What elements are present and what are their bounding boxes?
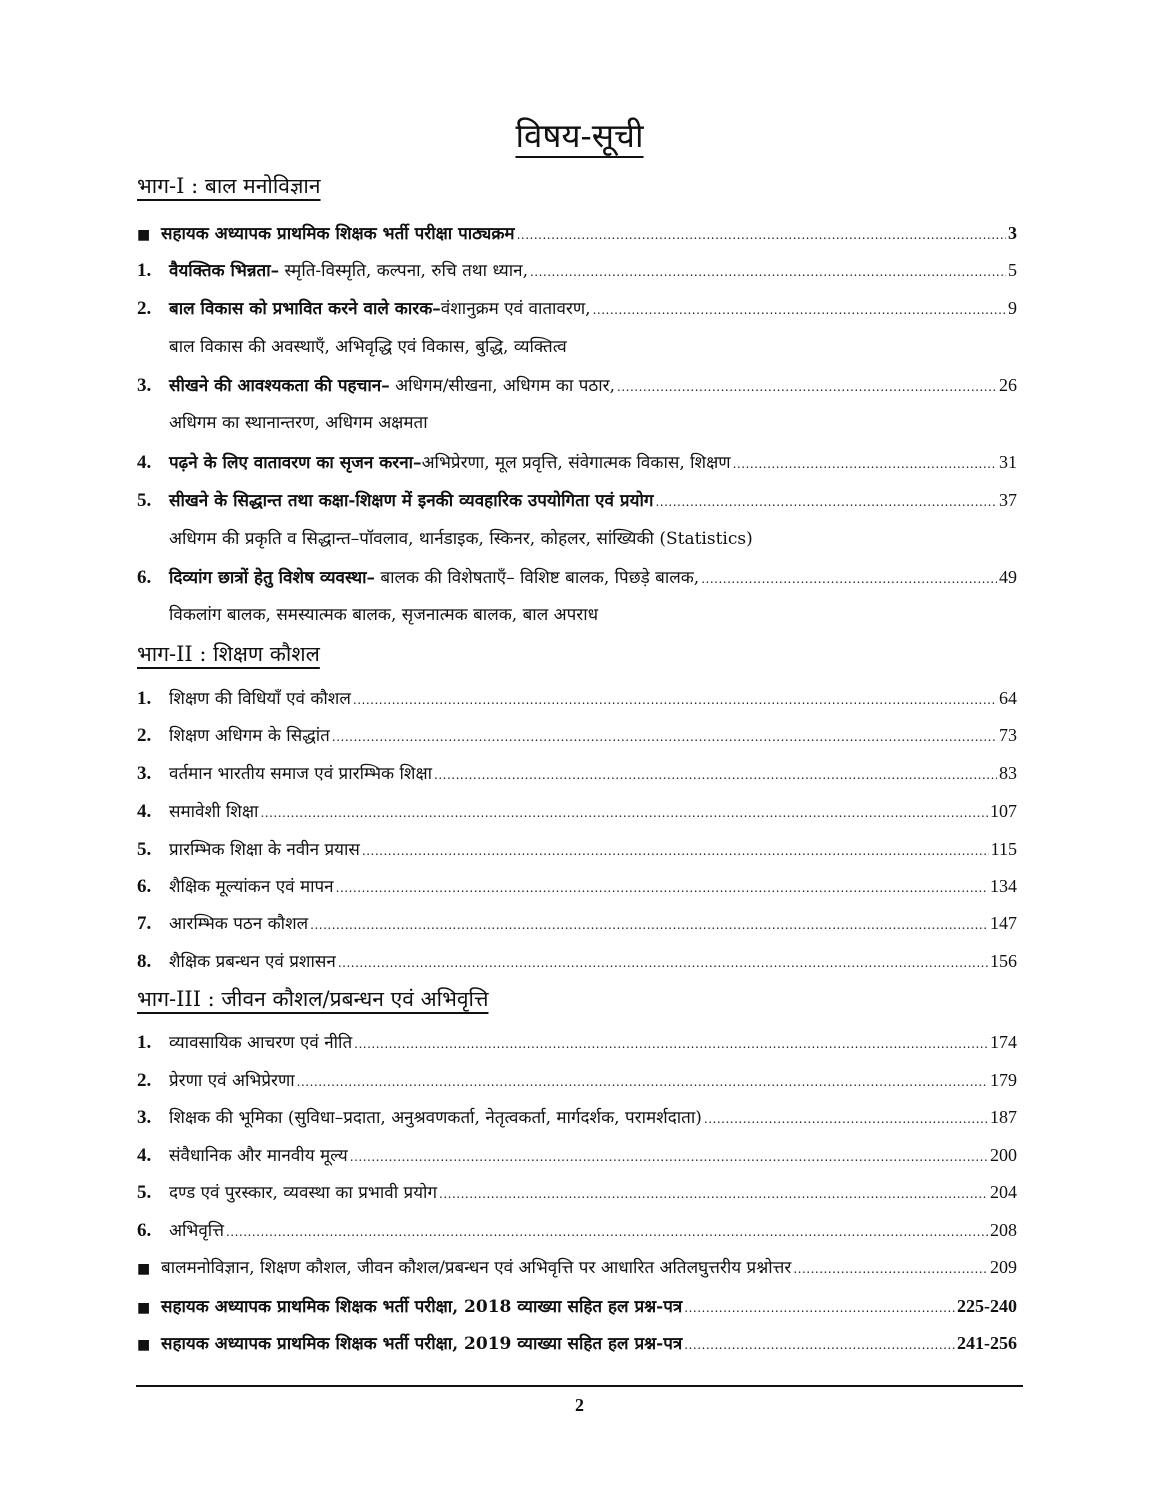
toc-entry-heading: सीखने की आवश्यकता की पहचान– — [169, 376, 390, 396]
toc-entry[interactable] — [137, 1102, 1017, 1132]
toc-entry-text — [169, 371, 615, 401]
toc-entry-number: 5. — [137, 839, 152, 860]
toc-entry-number: 6. — [137, 567, 152, 588]
toc-entry-text: बालमनोविज्ञान, शिक्षण कौशल, जीवन कौशल/प्रबन्धन एवं अभिवृत्ति पर आधारित अतिलघुत्तरीय प्रश्नोत्तर — [161, 1258, 792, 1278]
toc-entry-number: 5. — [137, 1182, 152, 1203]
toc-page-number: 115 — [990, 839, 1017, 859]
toc-entry[interactable] — [137, 1215, 1017, 1245]
leader-dots — [793, 1254, 988, 1284]
part-1-heading: भाग-I : बाल मनोविज्ञान — [137, 174, 321, 198]
toc-page-number: 134 — [990, 876, 1017, 896]
toc-entry-text: प्रारम्भिक शिक्षा के नवीन प्रयास — [169, 840, 360, 860]
leader-dots — [260, 798, 988, 828]
leader-dots — [297, 1067, 988, 1097]
leader-dots — [226, 1217, 988, 1247]
toc-page-number: 49 — [999, 567, 1017, 587]
toc-entry-number: 5. — [137, 490, 152, 511]
toc-entry-text: सहायक अध्यापक प्राथमिक शिक्षक भर्ती परीक्षा पाठ्यक्रम — [161, 224, 515, 244]
leader-dots — [354, 1029, 988, 1059]
toc-page-number: 187 — [990, 1107, 1017, 1127]
toc-entry-text: अभिवृत्ति — [169, 1221, 224, 1241]
toc-entry-heading: वैयक्तिक भिन्नता– — [169, 261, 280, 281]
page-title: विषय-सूची — [515, 116, 644, 155]
toc-entry[interactable] — [137, 946, 1017, 976]
toc-entry-number: 4. — [137, 452, 152, 473]
leader-dots — [530, 257, 1006, 287]
toc-entry-text: शैक्षिक मूल्यांकन एवं मापन — [169, 877, 334, 897]
toc-entry-text: प्रेरणा एवं अभिप्रेरणा — [169, 1071, 295, 1091]
toc-page-number: 37 — [999, 490, 1017, 510]
toc-entry-number: 2. — [137, 1070, 152, 1091]
leader-dots — [517, 220, 1006, 250]
leader-dots — [704, 1104, 988, 1134]
bullet-icon: ■ — [137, 227, 151, 243]
toc-page-number: 147 — [990, 913, 1017, 933]
leader-dots — [434, 760, 997, 790]
toc-page-number: 200 — [990, 1145, 1017, 1165]
toc-entry-number: 4. — [137, 1145, 152, 1166]
leader-dots — [332, 722, 997, 752]
toc-page-number: 204 — [990, 1182, 1017, 1202]
toc-entry-text: शैक्षिक प्रबन्धन एवं प्रशासन — [169, 952, 336, 972]
toc-entry[interactable] — [137, 683, 1017, 713]
toc-entry-text: आरम्भिक पठन कौशल — [169, 914, 309, 934]
toc-entry-number: 6. — [137, 876, 152, 897]
toc-entry-heading: सीखने के सिद्धान्त तथा कक्षा-शिक्षण में इनकी व्यवहारिक उपयोगिता एवं प्रयोग — [169, 491, 654, 511]
toc-entry-text — [169, 448, 731, 478]
toc-page-number: 3 — [1008, 223, 1017, 243]
toc-entry-number: 1. — [137, 1032, 152, 1053]
bullet-icon: ■ — [137, 1300, 151, 1316]
toc-entry-text: वर्तमान भारतीय समाज एवं प्रारम्भिक शिक्षा — [169, 764, 433, 784]
toc-entry-text: शिक्षक की भूमिका (सुविधा–प्रदाता, अनुश्रवणकर्ता, नेतृत्वकर्ता, मार्गदर्शक, परामर्शदाता) — [169, 1108, 702, 1128]
toc-page-number: 107 — [990, 801, 1017, 821]
toc-entry-number: 1. — [137, 688, 152, 709]
toc-page-number: 209 — [990, 1257, 1017, 1277]
toc-entry-number: 6. — [137, 1220, 152, 1241]
toc-page-number: 83 — [999, 763, 1017, 783]
part-3-heading: भाग-III : जीवन कौशल/प्रबन्धन एवं अभिवृत्ति — [137, 987, 489, 1011]
toc-entry-heading: बाल विकास को प्रभावित करने वाले कारक– — [169, 299, 441, 319]
toc-entry-text: शिक्षण अधिगम के सिद्धांत — [169, 726, 330, 746]
toc-page-number: 9 — [1008, 298, 1017, 318]
toc-entry-text — [169, 486, 653, 516]
toc-entry-text: संवैधानिक और मानवीय मूल्य — [169, 1146, 348, 1166]
toc-entry-quick-qa[interactable] — [137, 1252, 1017, 1282]
bullet-icon: ■ — [137, 1261, 151, 1277]
toc-entry[interactable] — [137, 562, 1017, 592]
page-number: 2 — [575, 1395, 584, 1415]
toc-entry-text: समावेशी शिक्षा — [169, 802, 259, 822]
toc-entry-subtopics: स्मृति-विस्मृति, कल्पना, रुचि तथा ध्यान, — [279, 261, 528, 281]
leader-dots — [617, 372, 997, 402]
toc-entry-subtopics: वंशानुक्रम एवं वातावरण, — [440, 299, 591, 319]
toc-page-number: 5 — [1008, 260, 1017, 280]
toc-entry-number: 4. — [137, 801, 152, 822]
toc-entry[interactable] — [137, 255, 1017, 285]
toc-entry-solved-paper-2019[interactable] — [137, 1328, 1017, 1358]
toc-entry-subtopics: अभिप्रेरणा, मूल प्रवृत्ति, संवेगात्मक विकास, शिक्षण — [421, 453, 731, 473]
leader-dots — [684, 1330, 955, 1360]
toc-entry[interactable] — [137, 370, 1017, 400]
toc-entry[interactable] — [137, 1177, 1017, 1207]
toc-entry[interactable] — [137, 758, 1017, 788]
toc-entry-heading: पढ़ने के लिए वातावरण का सृजन करना– — [169, 453, 422, 473]
toc-entry[interactable] — [137, 1140, 1017, 1170]
toc-entry[interactable] — [137, 796, 1017, 826]
leader-dots — [439, 1179, 988, 1209]
leader-dots — [684, 1293, 955, 1323]
leader-dots — [310, 910, 988, 940]
toc-entry[interactable] — [137, 293, 1017, 323]
toc-entry-text — [169, 256, 528, 286]
leader-dots — [655, 487, 997, 517]
toc-page-number: 26 — [999, 375, 1017, 395]
leader-dots — [353, 685, 997, 715]
toc-entry[interactable] — [137, 1027, 1017, 1057]
toc-entry[interactable] — [137, 485, 1017, 515]
leader-dots — [733, 449, 997, 479]
toc-entry-text: दण्ड एवं पुरस्कार, व्यवस्था का प्रभावी प्रयोग — [169, 1183, 438, 1203]
toc-entry-text: सहायक अध्यापक प्राथमिक शिक्षक भर्ती परीक्षा, 2018 व्याख्या सहित हल प्रश्न-पत्र — [161, 1297, 683, 1317]
part-2-heading: भाग-II : शिक्षण कौशल — [137, 642, 320, 666]
toc-entry[interactable] — [137, 1065, 1017, 1095]
toc-entry-number: 2. — [137, 298, 152, 319]
toc-entry-number: 3. — [137, 375, 152, 396]
leader-dots — [350, 1142, 988, 1172]
toc-entry-heading: दिव्यांग छात्रों हेतु विशेष व्यवस्था– — [169, 568, 375, 588]
toc-entry-continuation: अधिगम की प्रकृति व सिद्धान्त–पॉवलाव, थार्नडाइक, स्किनर, कोहलर, सांख्यिकी (Statistics) — [169, 529, 753, 549]
leader-dots — [336, 873, 988, 903]
toc-entry[interactable] — [137, 908, 1017, 938]
toc-entry-continuation: अधिगम का स्थानान्तरण, अधिगम अक्षमता — [169, 413, 428, 433]
toc-entry-continuation: विकलांग बालक, समस्यात्मक बालक, सृजनात्मक बालक, बाल अपराध — [169, 605, 599, 625]
toc-page-number: 73 — [999, 725, 1017, 745]
leader-dots — [362, 836, 989, 866]
leader-dots — [701, 564, 997, 594]
toc-entry-text: व्यावसायिक आचरण एवं नीति — [169, 1033, 353, 1053]
toc-page-number: 174 — [990, 1032, 1017, 1052]
toc-entry-text — [169, 294, 591, 324]
toc-entry-number: 3. — [137, 763, 152, 784]
toc-page-number: 225-240 — [957, 1296, 1017, 1316]
toc-entry-syllabus[interactable] — [137, 218, 1017, 248]
toc-entry-text — [169, 563, 699, 593]
footer-divider — [136, 1385, 1023, 1387]
toc-entry-number: 8. — [137, 951, 152, 972]
toc-entry-text: शिक्षण की विधियाँ एवं कौशल — [169, 689, 351, 709]
toc-entry[interactable] — [137, 871, 1017, 901]
toc-entry-number: 3. — [137, 1107, 152, 1128]
toc-entry-subtopics: बालक की विशेषताएँ– विशिष्ट बालक, पिछड़े बालक, — [374, 568, 700, 588]
leader-dots — [593, 295, 1006, 325]
toc-page-number: 208 — [990, 1220, 1017, 1240]
toc-page-number: 241-256 — [957, 1333, 1017, 1353]
toc-page-number: 156 — [990, 951, 1017, 971]
toc-page-number: 179 — [990, 1070, 1017, 1090]
toc-entry-number: 1. — [137, 260, 152, 281]
toc-entry[interactable] — [137, 720, 1017, 750]
toc-entry-solved-paper-2018[interactable] — [137, 1291, 1017, 1321]
toc-entry-continuation: बाल विकास की अवस्थाएँ, अभिवृद्धि एवं विकास, बुद्धि, व्यक्तित्व — [169, 337, 567, 357]
toc-entry-number: 2. — [137, 725, 152, 746]
bullet-icon: ■ — [137, 1337, 151, 1353]
leader-dots — [338, 948, 988, 978]
toc-entry[interactable] — [137, 834, 1017, 864]
toc-page-number: 31 — [999, 452, 1017, 472]
toc-entry[interactable] — [137, 447, 1017, 477]
toc-entry-number: 7. — [137, 913, 152, 934]
toc-entry-subtopics: अधिगम/सीखना, अधिगम का पठार, — [389, 376, 616, 396]
toc-entry-text: सहायक अध्यापक प्राथमिक शिक्षक भर्ती परीक्षा, 2019 व्याख्या सहित हल प्रश्न-पत्र — [161, 1334, 683, 1354]
toc-page-number: 64 — [999, 688, 1017, 708]
